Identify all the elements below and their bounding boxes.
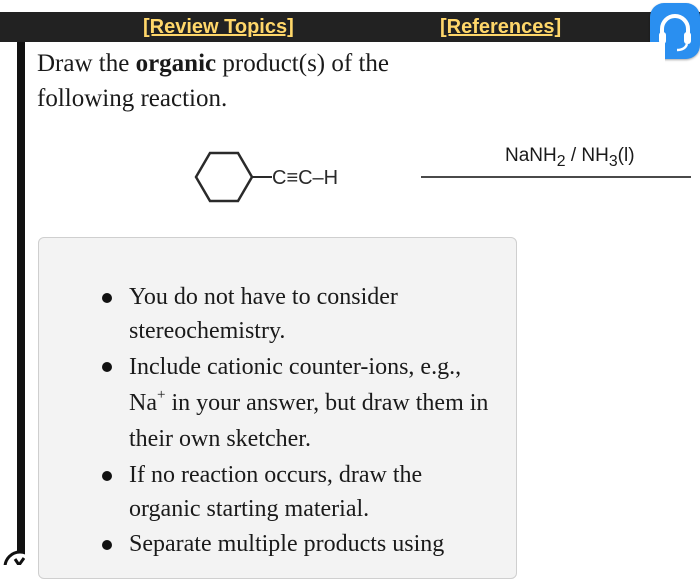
bullet-icon	[102, 362, 112, 372]
reagent-text-3: (l)	[617, 145, 635, 166]
reagent-subscript-2: 3	[608, 152, 618, 170]
reagent-subscript-1: 2	[556, 152, 566, 170]
instruction-text: Separate multiple products using	[129, 531, 445, 557]
instructions-list	[39, 280, 489, 562]
left-margin	[0, 42, 17, 565]
question-emphasis: organic	[135, 50, 217, 77]
cyclohexane-ring	[196, 153, 252, 201]
instruction-text: If no reaction occurs, draw the organic starting material.	[129, 462, 423, 522]
bullet-icon	[102, 293, 112, 303]
question-text	[37, 46, 467, 116]
cation-superscript: +	[156, 387, 166, 403]
instruction-text-continued: in your answer, but draw them in their own sketcher.	[129, 390, 489, 452]
question-panel	[25, 42, 665, 565]
top-toolbar	[0, 12, 700, 42]
bullet-icon	[102, 471, 112, 481]
reaction-arrow	[421, 176, 691, 178]
reagent-text-2: / NH	[565, 145, 609, 166]
alkyne-label: C≡C–H	[272, 167, 339, 189]
instruction-text: You do not have to consider stereochemistry.	[129, 284, 398, 344]
reagent-text-1: NaNH	[505, 145, 557, 166]
question-prefix: Draw the	[37, 50, 136, 77]
bullet-icon	[102, 540, 112, 550]
reactant-structure	[190, 140, 405, 210]
instruction-item	[39, 280, 489, 348]
instruction-item	[39, 458, 489, 526]
instruction-item	[39, 349, 489, 457]
left-border-rule	[17, 42, 25, 565]
instruction-item	[39, 527, 489, 561]
reagent-label	[505, 145, 685, 171]
instructions-box	[38, 237, 517, 579]
instruction-text: Include cationic counter-ions, e.g., Na	[129, 354, 462, 416]
review-topics-link[interactable]: [Review Topics]	[143, 16, 294, 38]
references-link[interactable]: [References]	[440, 16, 562, 38]
question-suffix: product(s) of the following reaction.	[37, 50, 389, 112]
